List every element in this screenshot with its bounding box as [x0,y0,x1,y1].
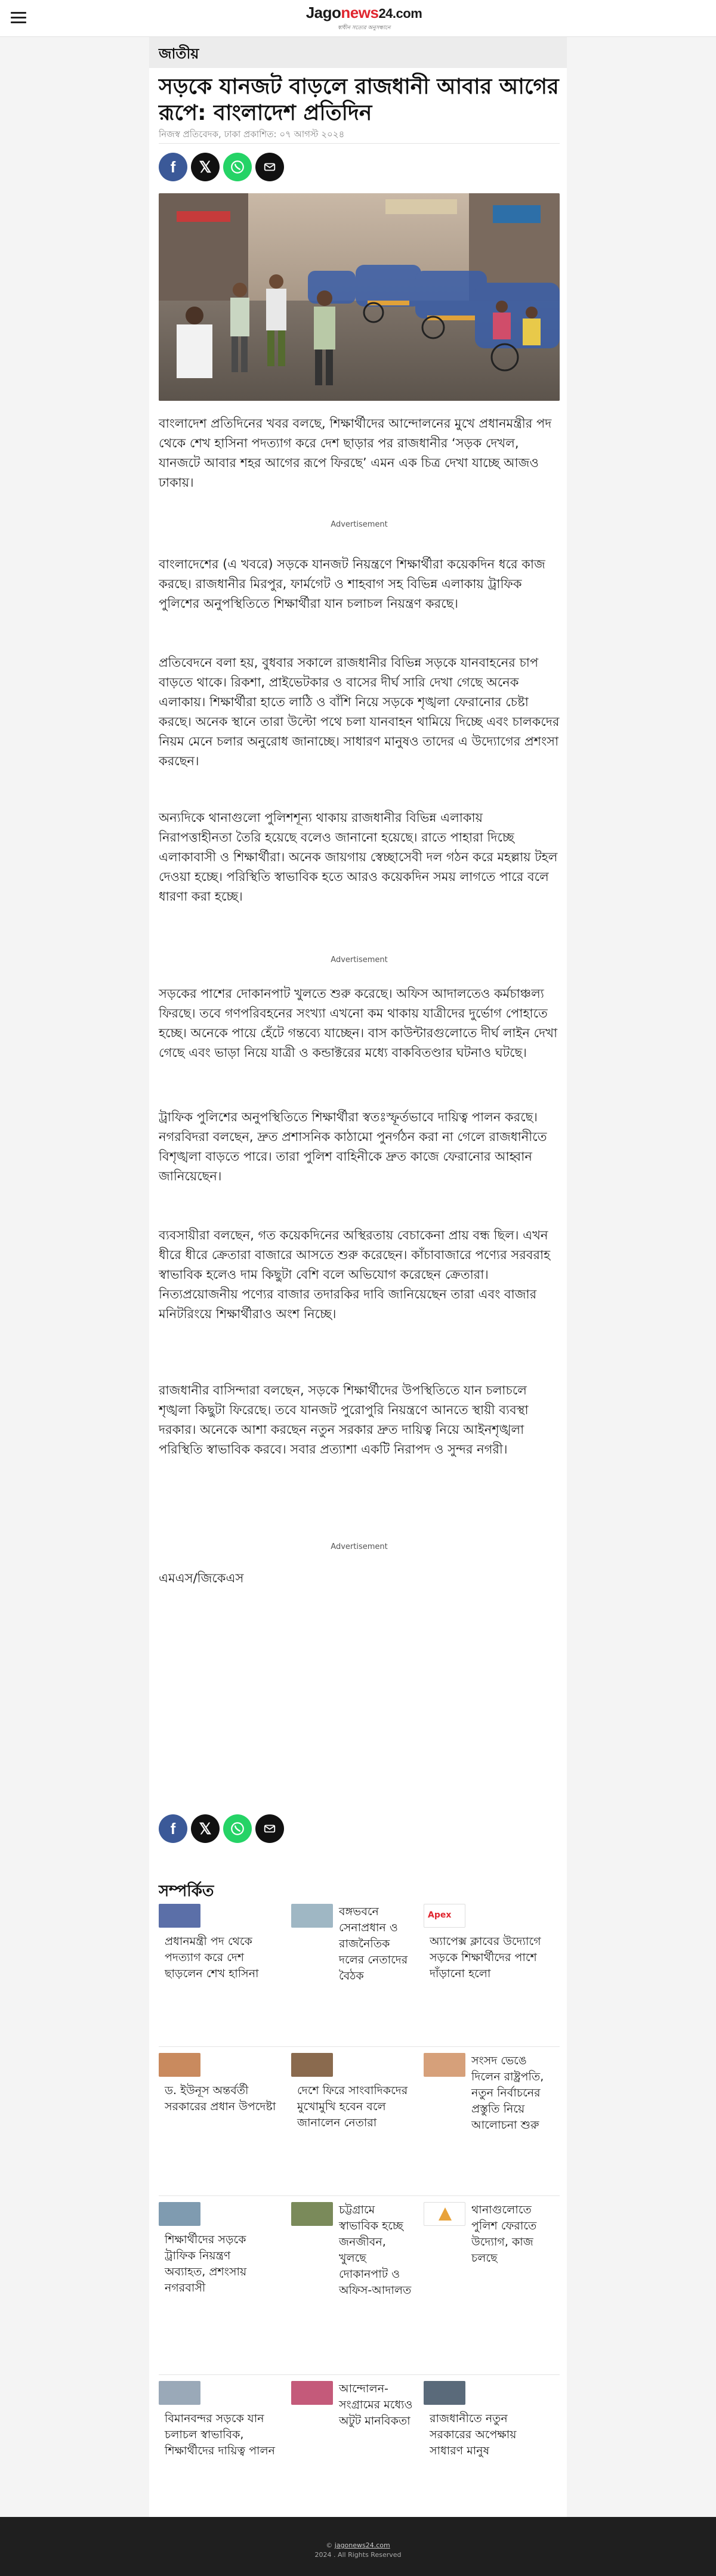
related-item[interactable] [424,2202,549,2369]
article-byline: নিজস্ব প্রতিবেদক, ঢাকা প্রকাশিত: ০৭ আগস্ট ২০২৪ [159,129,345,140]
article-paragraph: ট্রাফিক পুলিশের অনুপস্থিতিতে শিক্ষার্থীরা স্বতঃস্ফূর্তভাবে দায়িত্ব পালন করছে। নগরবিদরা বলছেন, দ্রুত প্রশাসনিক কাঠামো পুনর্গঠন করা না গেলে রাজধানীতে বিশৃঙ্খলা বাড়তে পারে। তারা পুলিশ বাহিনীকে দ্রুত কাজে ফেরানোর আহ্বান জানিয়েছেন। [159,1110,547,1183]
divider [159,143,560,144]
whatsapp-share-icon[interactable] [223,1814,252,1843]
related-title: বিমানবন্দর সড়কে যান চলাচল স্বাভাবিক, শিক্ষার্থীদের দায়িত্ব পালন [165,2412,276,2457]
related-thumbnail [159,2381,200,2405]
related-thumbnail [291,2053,333,2077]
site-tagline: স্বাধীন সত্যের অনুসন্ধানে [337,25,391,31]
related-thumbnail [291,1904,333,1928]
article-paragraph: রাজধানীর বাসিন্দারা বলছেন, সড়কে শিক্ষার্থীদের উপস্থিতিতে যান চলাচলে শৃঙ্খলা কিছুটা ফিরেছে। তবে যানজট পুরোপুরি নিয়ন্ত্রণে আনতে স্থায়ী ব্যবস্থা দরকার। অনেকে আশা করছেন নতুন সরকার দ্রুত দায়িত্ব নিয়ে আইনশৃঙ্খলা পরিস্থিতি স্বাভাবিক করবে। সবার প্রত্যাশা একটি নিরাপদ ও সুন্দর নগরী। [159,1383,529,1456]
related-item[interactable] [424,2053,549,2190]
advertisement-label: Advertisement [331,1542,388,1551]
article-container [149,37,567,2517]
related-item[interactable] [159,1904,284,2041]
facebook-share-icon[interactable]: f [159,1814,187,1843]
related-row [159,2053,560,2196]
category-label[interactable]: জাতীয় [149,37,567,68]
advertisement-label: Advertisement [331,520,388,529]
article-paragraph: অন্যদিকে থানাগুলো পুলিশশূন্য থাকায় রাজধানীর বিভিন্ন এলাকায় নিরাপত্তাহীনতা তৈরি হয়েছে বলেও জানানো হয়েছে। রাতে পাহারা দিচ্ছে এলাকাবাসী ও শিক্ষার্থীরা। অনেক জায়গায় স্বেচ্ছাসেবী দল গঠন করে মহল্লায় টহল দেওয়া হচ্ছে। পরিস্থিতি স্বাভাবিক হতে আরও কয়েকদিন সময় লাগতে পারে বলে ধারণা করা হচ্ছে। [159,811,558,904]
email-share-icon[interactable] [255,153,284,181]
email-share-icon[interactable] [255,1814,284,1843]
article-paragraph: ব্যবসায়ীরা বলছেন, গত কয়েকদিনের অস্থিরতায় বেচাকেনা প্রায় বন্ধ ছিল। এখন ধীরে ধীরে ক্রেতারা বাজারে আসতে শুরু করেছেন। কাঁচাবাজারে পণ্যের সরবরাহ স্বাভাবিক হলেও দাম কিছুটা বেশি বলে অভিযোগ করেছেন ক্রেতারা। নিত্যপ্রয়োজনীয় পণ্যের বাজার তদারকির দাবি জানিয়েছেন তারা এবং বাজার মনিটরিংয়ে শিক্ষার্থীরাও অংশ নিচ্ছে। [159,1228,551,1321]
share-bar-bottom [159,1814,290,1843]
site-logo[interactable]: Jagonews24.com স্বাধীন সত্যের অনুসন্ধানে [304,4,424,33]
related-title: রাজধানীতে নতুন সরকারের অপেক্ষায় সাধারণ মানুষ [430,2412,517,2457]
related-row [159,1904,560,2047]
related-title: থানাগুলোতে পুলিশ ফেরাতে উদ্যোগ, কাজ চলছে [471,2203,537,2265]
related-item[interactable] [291,2053,416,2190]
related-item[interactable] [291,2381,416,2500]
related-thumbnail [159,2202,200,2226]
related-section-title: সম্পর্কিত [159,1882,214,1900]
advertisement-label: Advertisement [331,955,388,964]
related-thumbnail [159,2053,200,2077]
site-footer: © jagonews24.com 2024 . All Rights Reserved [0,2517,716,2576]
related-row [159,2381,560,2506]
article-paragraph: সড়কের পাশের দোকানপাট খুলতে শুরু করেছে। অফিস আদালতেও কর্মচাঞ্চল্য ফিরছে। তবে গণপরিবহনের সংখ্যা এখনো কম থাকায় যাত্রীদের দুর্ভোগ পোহাতে হচ্ছে। অনেকে পায়ে হেঁটে গন্তব্যে যাচ্ছেন। বাস কাউন্টারগুলোতে দীর্ঘ লাইন দেখা গেছে এবং ভাড়া নিয়ে যাত্রী ও কন্ডাক্টরের মধ্যে বাকবিতণ্ডার ঘটনাও ঘটছে। [159,987,558,1060]
footer-site-link[interactable]: jagonews24.com [334,2541,390,2549]
x-share-icon[interactable]: 𝕏 [191,1814,220,1843]
related-title: দেশে ফিরে সাংবাদিকদের মুখোমুখি হবেন বলে জানালেন নেতারা [297,2084,408,2129]
related-title: প্রধানমন্ত্রী পদ থেকে পদত্যাগ করে দেশ ছাড়লেন শেখ হাসিনা [165,1935,259,1980]
article-paragraph: এমএস/জিকেএস [159,1571,244,1585]
related-thumbnail [424,2381,465,2405]
related-thumbnail [159,1904,200,1928]
related-item[interactable] [424,1904,549,2041]
article-paragraph: বাংলাদেশ প্রতিদিনের খবর বলছে, শিক্ষার্থীদের আন্দোলনের মুখে প্রধানমন্ত্রীর পদ থেকে শেখ হাসিনা পদত্যাগ করে দেশ ছাড়ার পর রাজধানীর ‘সড়ক দেখল, যানজটে আবার শহর আগের রূপে ফিরছে’ এমন এক চিত্র দেখা যাচ্ছে আজও ঢাকায়। [159,416,552,490]
related-title: বঙ্গভবনে সেনাপ্রধান ও রাজনৈতিক দলের নেতাদের বৈঠক [339,1905,408,1983]
menu-icon[interactable] [11,12,26,24]
related-item[interactable] [159,2202,284,2369]
related-item[interactable] [291,2202,416,2369]
related-title: শিক্ষার্থীদের সড়কে ট্রাফিক নিয়ন্ত্রণ অব্যাহত, প্রশংসায় নগরবাসী [165,2233,247,2294]
article-paragraph: বাংলাদেশের (এ খবরে) সড়কে যানজট নিয়ন্ত্রণে শিক্ষার্থীরা কয়েকদিন ধরে কাজ করছে। রাজধানীর মিরপুর, ফার্মগেট ও শাহবাগ সহ বিভিন্ন এলাকায় ট্রাফিক পুলিশের অনুপস্থিতিতে শিক্ষার্থীরা যান চলাচল নিয়ন্ত্রণ করছে। [159,557,545,611]
related-item[interactable] [159,2381,284,2500]
whatsapp-share-icon[interactable] [223,153,252,181]
related-row [159,2202,560,2375]
related-title: ড. ইউনূস অন্তর্বর্তী সরকারের প্রধান উপদেষ্টা [165,2084,276,2113]
related-thumbnail [424,2053,465,2077]
related-thumbnail [291,2202,333,2226]
related-item[interactable] [159,2053,284,2190]
related-item[interactable] [424,2381,549,2500]
related-thumbnail [291,2381,333,2405]
article-paragraph: প্রতিবেদনে বলা হয়, বুধবার সকালে রাজধানীর বিভিন্ন সড়কে যানবাহনের চাপ বাড়তে থাকে। রিকশা, প্রাইভেটকার ও বাসের দীর্ঘ সারি দেখা গেছে অনেক এলাকায়। শিক্ষার্থীরা হাতে লাঠি ও বাঁশি নিয়ে সড়কে শৃঙ্খলা ফেরানোর চেষ্টা করছে। অনেক স্থানে তারা উল্টো পথে চলা যানবাহন থামিয়ে দিচ্ছে এবং চালকদের নিয়ম মেনে চলার অনুরোধ জানাচ্ছে। সাধারণ মানুষও তাদের এ উদ্যোগের প্রশংসা করছেন। [159,655,560,768]
article-photo [159,193,560,401]
article-headline: সড়কে যানজট বাড়লে রাজধানী আবার আগের রূপে: বাংলাদেশ প্রতিদিন [159,75,559,125]
related-title: চট্টগ্রামে স্বাভাবিক হচ্ছে জনজীবন, খুলছে দোকানপাট ও অফিস-আদালত [339,2203,412,2297]
related-item[interactable] [291,1904,416,2041]
site-header [0,0,716,37]
footer-rights: 2024 . All Rights Reserved [314,2551,402,2559]
warning-icon [424,2202,465,2226]
related-title: অ্যাপেক্স ক্লাবের উদ্যোগে সড়কে শিক্ষার্থীদের পাশে দাঁড়ানো হলো [430,1935,541,1980]
x-share-icon[interactable]: 𝕏 [191,153,220,181]
facebook-share-icon[interactable]: f [159,153,187,181]
share-bar-top [159,153,290,181]
related-title: সংসদ ভেঙে দিলেন রাষ্ট্রপতি, নতুন নির্বাচনের প্রস্তুতি নিয়ে আলোচনা শুরু [471,2054,544,2132]
apex-logo: Apex [424,1904,465,1928]
related-title: আন্দোলন-সংগ্রামের মধ্যেও অটুট মানবিকতা [339,2382,413,2427]
